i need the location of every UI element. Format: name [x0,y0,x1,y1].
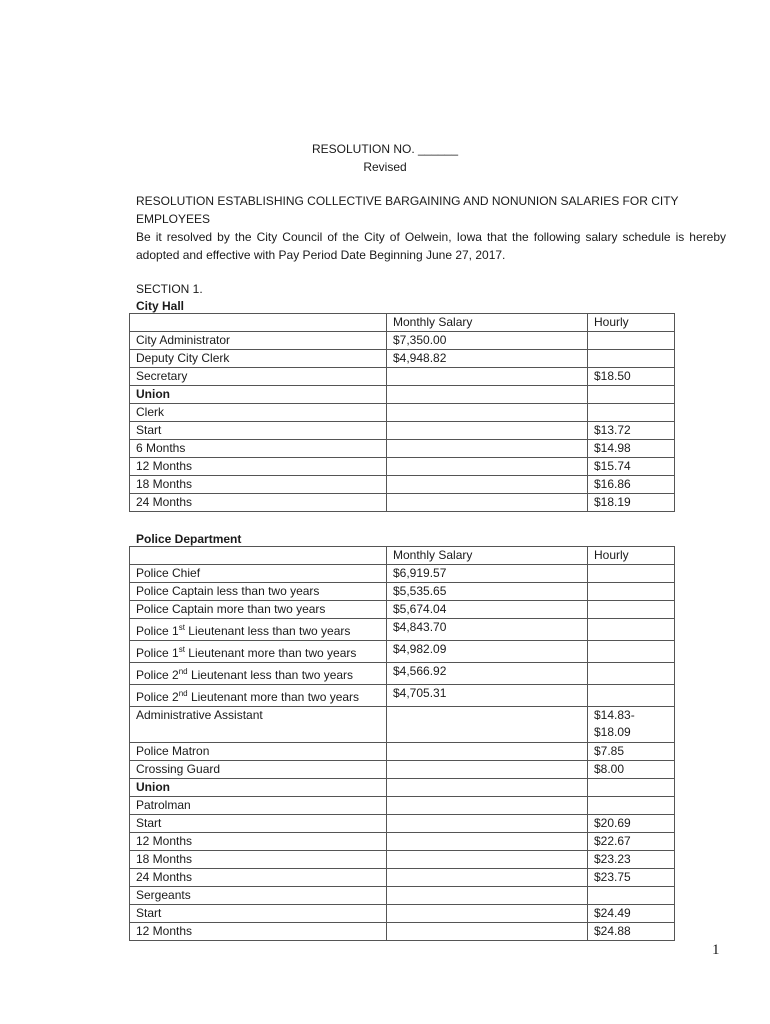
table-row [130,641,675,663]
position-cell [130,663,387,685]
hourly-cell [588,619,675,641]
table-row [130,314,675,332]
position-text: Lieutenant more than two years [187,690,360,704]
hourly-cell: $24.88 [588,923,675,941]
table-row [130,815,675,833]
position-cell: Start [130,422,387,440]
city-hall-heading: City Hall [136,299,185,313]
position-cell: City Administrator [130,332,387,350]
monthly-salary-cell [387,923,588,941]
resolution-title: RESOLUTION ESTABLISHING COLLECTIVE BARGAINING AND NONUNION SALARIES FOR CITY EMPLOYEES [136,194,679,226]
table-row [130,887,675,905]
monthly-salary-cell: $4,948.82 [387,350,588,368]
intro-paragraph: Be it resolved by the City Council of the City of Oelwein, Iowa that the following salary schedule is hereby adopted and effective with Pay Period Date Beginning June 27, 2017. [136,230,726,262]
table-row [130,779,675,797]
hourly-cell [588,404,675,422]
position-cell: Police Captain more than two years [130,601,387,619]
police-heading: Police Department [136,532,242,546]
monthly-salary-cell: $5,674.04 [387,601,588,619]
table-row [130,494,675,512]
table-row [130,905,675,923]
position-cell: 12 Months [130,833,387,851]
page-number: 1 [712,942,720,958]
monthly-salary-cell [387,815,588,833]
hourly-cell: $16.86 [588,476,675,494]
table-row [130,476,675,494]
position-text: Lieutenant less than two years [187,668,354,682]
monthly-salary-cell [387,869,588,887]
monthly-salary-cell: $4,982.09 [387,641,588,663]
hourly-header: Hourly [588,547,675,565]
ordinal-suffix: nd [178,689,188,698]
position-cell: 24 Months [130,869,387,887]
table-row [130,619,675,641]
monthly-salary-cell [387,476,588,494]
position-cell: Deputy City Clerk [130,350,387,368]
monthly-salary-cell [387,851,588,869]
monthly-salary-cell [387,440,588,458]
position-cell: 24 Months [130,494,387,512]
police-salary-table [129,546,675,941]
hourly-cell [588,641,675,663]
hourly-cell: $15.74 [588,458,675,476]
hourly-cell: $13.72 [588,422,675,440]
hourly-cell: $14.98 [588,440,675,458]
table-row [130,565,675,583]
position-cell: Union [130,779,387,797]
position-cell [130,547,387,565]
table-row [130,547,675,565]
hourly-cell [588,685,675,707]
monthly-salary-cell: $5,535.65 [387,583,588,601]
position-text: Police 2 [136,690,179,704]
monthly-salary-cell [387,797,588,815]
hourly-cell: $24.49 [588,905,675,923]
hourly-cell [588,332,675,350]
monthly-salary-cell [387,368,588,386]
position-cell [130,619,387,641]
table-row [130,458,675,476]
position-cell [130,641,387,663]
position-cell: Clerk [130,404,387,422]
hourly-cell: $18.19 [588,494,675,512]
position-cell: Patrolman [130,797,387,815]
hourly-cell [588,797,675,815]
monthly-salary-cell: $4,566.92 [387,663,588,685]
section-heading: SECTION 1. [136,282,203,296]
hourly-cell: $23.23 [588,851,675,869]
table-row [130,685,675,707]
hourly-cell [588,386,675,404]
table-row [130,743,675,761]
table-row [130,350,675,368]
monthly-salary-cell: $4,705.31 [387,685,588,707]
ordinal-suffix: nd [178,667,188,676]
city-hall-salary-table [129,313,675,512]
table-row [130,923,675,941]
monthly-salary-cell [387,707,588,743]
monthly-salary-cell [387,743,588,761]
position-cell: 18 Months [130,851,387,869]
position-cell: Crossing Guard [130,761,387,779]
monthly-salary-cell [387,833,588,851]
monthly-salary-cell [387,404,588,422]
monthly-salary-cell [387,458,588,476]
position-text: Police 1 [136,646,179,660]
position-cell: 6 Months [130,440,387,458]
table-row [130,404,675,422]
position-text: Police 1 [136,624,179,638]
table-row [130,707,675,743]
position-cell: Union [130,386,387,404]
hourly-cell: $20.69 [588,815,675,833]
resolution-number: RESOLUTION NO. ______ [311,142,459,156]
monthly-salary-header: Monthly Salary [387,547,588,565]
table-row [130,833,675,851]
hourly-cell: $8.00 [588,761,675,779]
position-cell: 12 Months [130,458,387,476]
table-row [130,797,675,815]
hourly-cell: $7.85 [588,743,675,761]
monthly-salary-cell [387,779,588,797]
position-cell: Police Chief [130,565,387,583]
hourly-cell: $23.75 [588,869,675,887]
hourly-cell [588,565,675,583]
position-text: Lieutenant less than two years [184,624,351,638]
table-row [130,601,675,619]
revised-label: Revised [363,160,407,174]
position-cell: Sergeants [130,887,387,905]
position-cell: Police Captain less than two years [130,583,387,601]
monthly-salary-cell [387,494,588,512]
hourly-cell [588,601,675,619]
position-text: Police 2 [136,668,179,682]
monthly-salary-cell [387,422,588,440]
position-cell: Start [130,815,387,833]
table-row [130,583,675,601]
hourly-cell [588,583,675,601]
hourly-cell: $22.67 [588,833,675,851]
table-row [130,386,675,404]
table-row [130,422,675,440]
monthly-salary-cell: $6,919.57 [387,565,588,583]
table-row [130,368,675,386]
monthly-salary-cell: $4,843.70 [387,619,588,641]
position-cell: 12 Months [130,923,387,941]
monthly-salary-cell [387,905,588,923]
ordinal-suffix: st [178,645,185,654]
table-row [130,869,675,887]
position-text: Lieutenant more than two years [184,646,357,660]
table-row [130,332,675,350]
table-row [130,851,675,869]
hourly-cell [588,779,675,797]
table-row [130,663,675,685]
hourly-cell: $18.50 [588,368,675,386]
hourly-cell: $14.83- $18.09 [588,707,675,743]
hourly-cell [588,350,675,368]
hourly-header: Hourly [588,314,675,332]
monthly-salary-cell [387,386,588,404]
position-cell: Police Matron [130,743,387,761]
position-cell: Administrative Assistant [130,707,387,743]
monthly-salary-cell [387,887,588,905]
monthly-salary-cell: $7,350.00 [387,332,588,350]
monthly-salary-cell [387,761,588,779]
monthly-salary-header: Monthly Salary [387,314,588,332]
position-cell [130,685,387,707]
position-cell: Secretary [130,368,387,386]
table-row [130,761,675,779]
ordinal-suffix: st [178,623,185,632]
table-row [130,440,675,458]
position-cell: Start [130,905,387,923]
hourly-cell [588,887,675,905]
hourly-cell [588,663,675,685]
position-cell: 18 Months [130,476,387,494]
position-cell [130,314,387,332]
